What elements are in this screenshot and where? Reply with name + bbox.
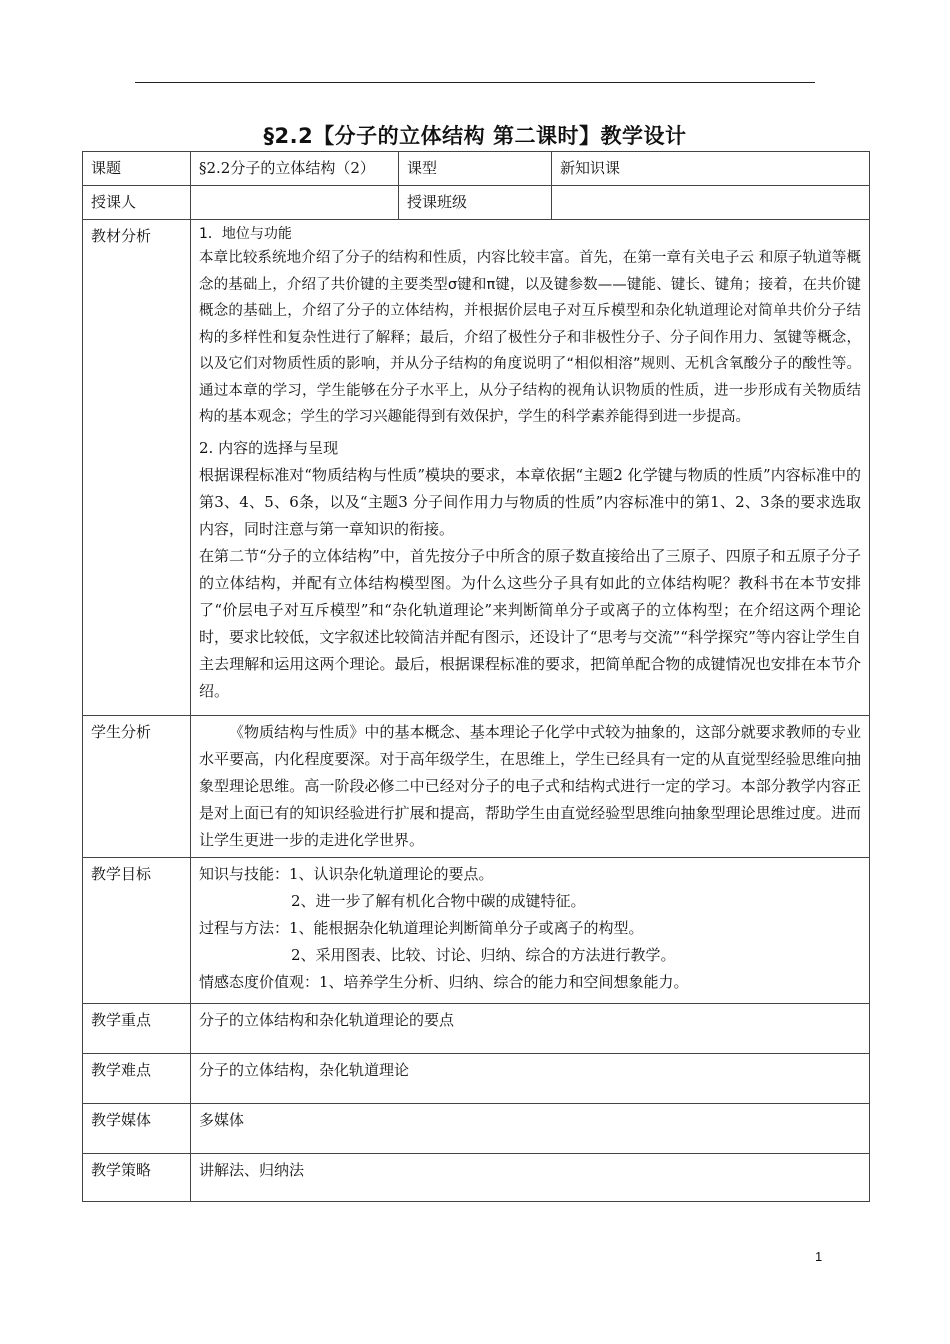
goal-line: 2、进一步了解有机化合物中碳的成键特征。 (291, 892, 586, 910)
content-presentation-text: 在第二节“分子的立体结构”中，首先按分子中所含的原子数直接给出了三原子、四原子和五原子分子的立体结构，并配有立体结构模型图。为什么这些分子具有如此的立体结构呢？教科书在本节安排了“价层电子对互斥模型”和“杂化轨道理论”来判断简单分子或离子的立体构型；在介绍这两个理论时，要求比较低，文字叙述比较简洁并配有图示，还设计了“思考与交流”“科学探究”等内容让学生自主去理解和运用这两个理论。最后，根据课程标准的要求，把简单配合物的成键情况也安排在本节介绍。 (199, 546, 861, 700)
lesson-type-value: 新知识课 (552, 152, 870, 186)
content-selection-heading: 2. 内容的选择与呈现 (199, 438, 339, 457)
class-value (552, 186, 870, 220)
strategy-value: 讲解法、归纳法 (191, 1154, 870, 1202)
media-value: 多媒体 (191, 1104, 870, 1154)
material-analysis-content (191, 220, 870, 716)
lesson-plan-table (82, 151, 870, 1202)
topic-value: §2.2分子的立体结构（2） (191, 152, 399, 186)
table-row (83, 186, 870, 220)
difficulty-label: 教学难点 (83, 1054, 191, 1104)
student-analysis-content (191, 716, 870, 858)
goal-line: 情感态度价值观：1、培养学生分析、归纳、综合的能力和空间想象能力。 (199, 973, 689, 991)
material-analysis-label: 教材分析 (83, 220, 191, 716)
student-analysis-text: 《物质结构与性质》中的基本概念、基本理论子化学中式较为抽象的，这部分就要求教师的专业水平要高，内化程度要深。对于高年级学生，在思维上，学生已经具有一定的从直觉型经验思维向抽象型理论思维。高一阶段必修二中已经对分子的电子式和结构式进行一定的学习。本部分教学内容正是对上面已有的知识经验进行扩展和提高，帮助学生由直觉经验型思维向抽象型理论思维过度。进而让学生更进一步的走进化学世界。 (199, 723, 861, 849)
teaching-goals-label: 教学目标 (83, 858, 191, 1004)
document-title: §2.2【分子的立体结构 第二课时】教学设计 (263, 124, 687, 148)
teaching-goals-content (191, 858, 870, 1004)
lesson-type-label: 课型 (399, 152, 552, 186)
class-label: 授课班级 (399, 186, 552, 220)
table-row (83, 220, 870, 716)
table-row (83, 1154, 870, 1202)
table-row (83, 858, 870, 1004)
goal-line: 2、采用图表、比较、讨论、归纳、综合的方法进行教学。 (291, 946, 676, 964)
table-row (83, 152, 870, 186)
table-row (83, 1104, 870, 1154)
table-row (83, 1004, 870, 1054)
table-row (83, 1054, 870, 1104)
position-function-heading: 1．地位与功能 (199, 226, 292, 242)
teacher-label: 授课人 (83, 186, 191, 220)
topic-label: 课题 (83, 152, 191, 186)
page-number: 1 (815, 1249, 823, 1264)
media-label: 教学媒体 (83, 1104, 191, 1154)
teacher-value (191, 186, 399, 220)
difficulty-value: 分子的立体结构，杂化轨道理论 (191, 1054, 870, 1104)
student-analysis-label: 学生分析 (83, 716, 191, 858)
goal-line: 知识与技能：1、认识杂化轨道理论的要点。 (199, 865, 494, 883)
goal-line: 过程与方法：1、能根据杂化轨道理论判断简单分子或离子的构型。 (199, 919, 644, 937)
key-point-label: 教学重点 (83, 1004, 191, 1054)
header-rule (135, 82, 815, 83)
position-function-text: 本章比较系统地介绍了分子的结构和性质，内容比较丰富。首先，在第一章有关电子云 和原子轨道等概念的基础上，介绍了共价键的主要类型σ键和π键，以及键参数——键能、键长、键角；接着，在共价键概念的基础上，介绍了分子的立体结构，并根据价层电子对互斥模型和杂化轨道理论对简单共价分子结构的多样性和复杂性进行了解释；最后，介绍了极性分子和非极性分子、分子间作用力、氢键等概念，以及它们对物质性质的影响，并从分子结构的角度说明了“相似相溶”规则、无机含氧酸分子的酸性等。通过本章的学习，学生能够在分子水平上，从分子结构的视角认识物质的性质，进一步形成有关物质结构的基本观念；学生的学习兴趣能得到有效保护，学生的科学素养能得到进一步提高。 (199, 250, 861, 425)
key-point-value: 分子的立体结构和杂化轨道理论的要点 (191, 1004, 870, 1054)
strategy-label: 教学策略 (83, 1154, 191, 1202)
table-row (83, 716, 870, 858)
content-selection-text: 根据课程标准对“物质结构与性质”模块的要求，本章依据“主题2 化学键与物质的性质”内容标准中的第3、4、5、6条，以及“主题3 分子间作用力与物质的性质”内容标准中的第1、2、3条的要求选取内容，同时注意与第一章知识的衔接。 (199, 465, 861, 538)
